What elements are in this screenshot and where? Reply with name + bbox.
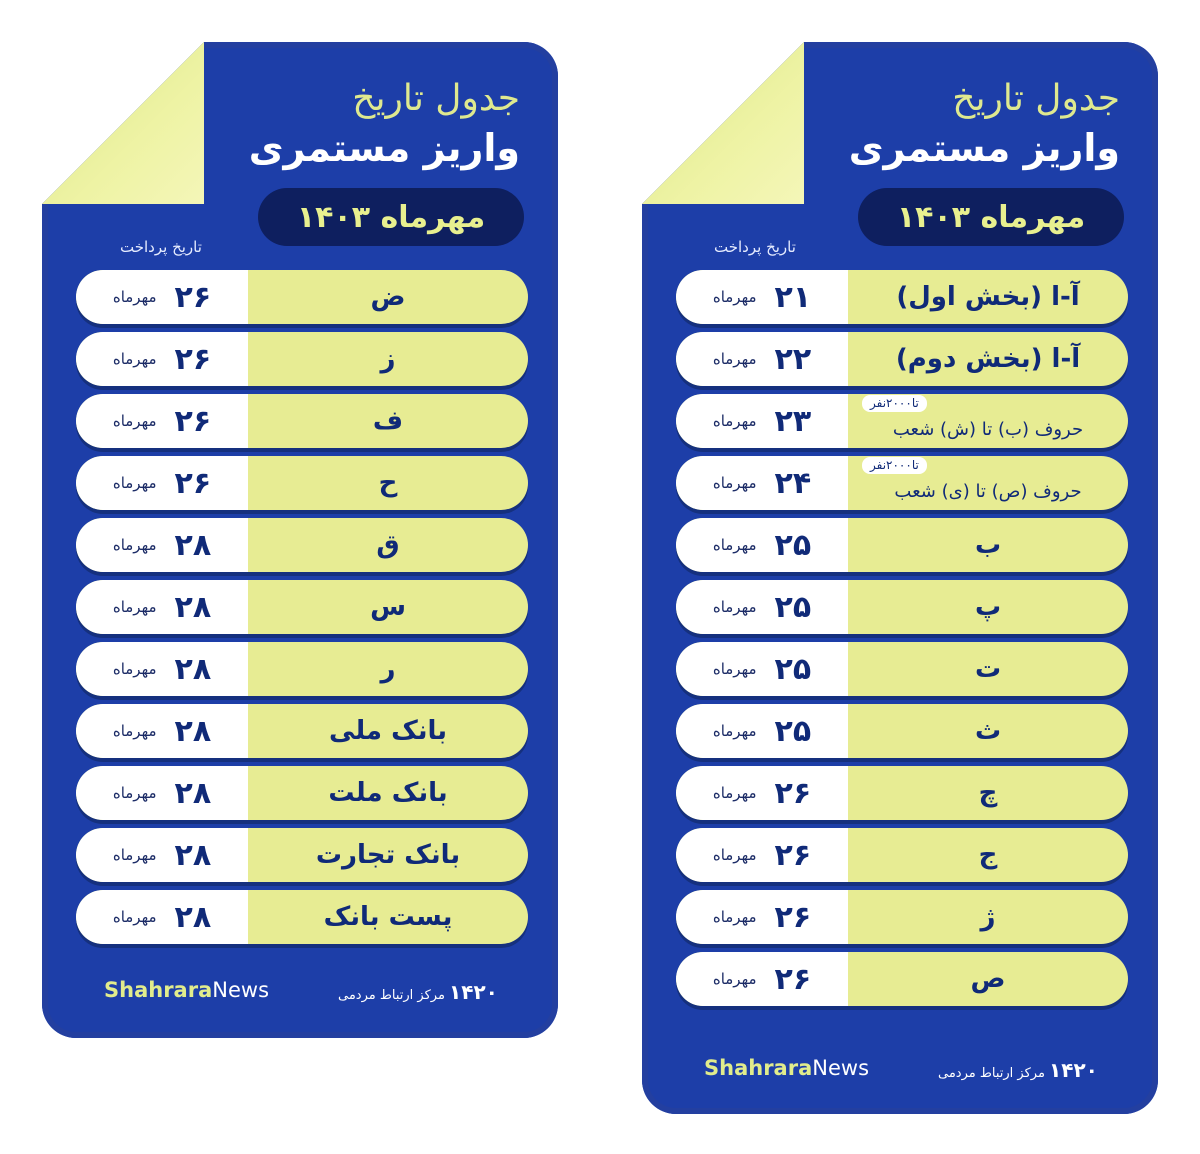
hotline bbox=[938, 1058, 1098, 1082]
pay-day: ۲۶ bbox=[174, 465, 212, 501]
pay-day: ۲۲ bbox=[774, 341, 812, 377]
pay-day: ۲۶ bbox=[174, 279, 212, 315]
table-row bbox=[76, 642, 528, 696]
group-label: ب bbox=[974, 530, 1002, 560]
group-label: ض bbox=[370, 282, 406, 312]
group-label: ص bbox=[970, 964, 1006, 994]
hotline-number: ۱۴۲۰ bbox=[449, 980, 498, 1004]
table-row bbox=[676, 332, 1128, 386]
table-row bbox=[676, 642, 1128, 696]
group-label: ق bbox=[376, 530, 400, 560]
group-label: س bbox=[370, 592, 406, 622]
group-label: آ-ا (بخش اول) bbox=[896, 282, 1080, 312]
table-row bbox=[676, 952, 1128, 1006]
month-pill: مهرماه ۱۴۰۳ bbox=[858, 188, 1124, 246]
pay-month: مهرماه bbox=[112, 598, 157, 616]
hotline-text: مرکز ارتباط مردمی bbox=[338, 988, 445, 1003]
pay-date-cell bbox=[676, 828, 848, 882]
pay-month: مهرماه bbox=[112, 784, 157, 802]
title-line2: واریز مستمری bbox=[248, 126, 520, 170]
pay-month: مهرماه bbox=[112, 474, 157, 492]
pay-day: ۲۸ bbox=[174, 589, 212, 625]
table-row bbox=[76, 456, 528, 510]
brand-logo bbox=[104, 978, 269, 1002]
pay-month: مهرماه bbox=[112, 288, 157, 306]
group-label: ز bbox=[380, 344, 396, 374]
pay-date-label: تاریخ پرداخت bbox=[120, 238, 202, 256]
pay-month: مهرماه bbox=[712, 412, 757, 430]
pay-month: مهرماه bbox=[112, 350, 157, 368]
group-label: چ bbox=[978, 778, 998, 808]
brand-normal: News bbox=[812, 1056, 870, 1080]
group-label: ر bbox=[380, 654, 396, 684]
pay-month: مهرماه bbox=[112, 660, 157, 678]
table-row bbox=[76, 580, 528, 634]
pay-month: مهرماه bbox=[712, 660, 757, 678]
pay-month: مهرماه bbox=[712, 288, 757, 306]
table-row bbox=[76, 828, 528, 882]
pay-date-cell bbox=[676, 270, 848, 324]
left-card bbox=[42, 42, 558, 1038]
pay-date-cell bbox=[676, 580, 848, 634]
pay-date-cell bbox=[76, 890, 248, 944]
pay-date-cell bbox=[676, 642, 848, 696]
pay-date-cell bbox=[676, 394, 848, 448]
table-row bbox=[76, 394, 528, 448]
pay-month: مهرماه bbox=[112, 536, 157, 554]
pay-month: مهرماه bbox=[712, 722, 757, 740]
pay-day: ۲۶ bbox=[174, 403, 212, 439]
table-row bbox=[676, 456, 1128, 510]
table-row bbox=[676, 704, 1128, 758]
pay-day: ۲۸ bbox=[174, 713, 212, 749]
table-row bbox=[676, 580, 1128, 634]
pay-date-cell bbox=[676, 456, 848, 510]
pay-date-cell bbox=[676, 952, 848, 1006]
table-row bbox=[676, 890, 1128, 944]
month-pill: مهرماه ۱۴۰۳ bbox=[258, 188, 524, 246]
pay-date-cell bbox=[76, 766, 248, 820]
hotline bbox=[338, 980, 498, 1004]
pay-month: مهرماه bbox=[112, 412, 157, 430]
pay-day: ۲۳ bbox=[774, 403, 812, 439]
pay-date-cell bbox=[76, 270, 248, 324]
pay-day: ۲۸ bbox=[174, 899, 212, 935]
table-row bbox=[676, 766, 1128, 820]
pay-day: ۲۶ bbox=[774, 775, 812, 811]
pay-day: ۲۵ bbox=[774, 713, 812, 749]
group-label: ت bbox=[974, 654, 1002, 684]
brand-normal: News bbox=[212, 978, 270, 1002]
pay-month: مهرماه bbox=[712, 970, 757, 988]
pay-date-cell bbox=[76, 828, 248, 882]
pay-date-cell bbox=[76, 704, 248, 758]
pay-day: ۲۶ bbox=[774, 899, 812, 935]
pay-month: مهرماه bbox=[712, 908, 757, 926]
pay-day: ۲۶ bbox=[774, 837, 812, 873]
table-row bbox=[676, 394, 1128, 448]
pay-day: ۲۵ bbox=[774, 651, 812, 687]
table-row bbox=[676, 518, 1128, 572]
pay-month: مهرماه bbox=[112, 722, 157, 740]
table-row bbox=[676, 828, 1128, 882]
pay-date-cell bbox=[76, 394, 248, 448]
group-label: ف bbox=[372, 406, 404, 436]
table-row bbox=[76, 704, 528, 758]
group-label: پ bbox=[974, 592, 1002, 622]
title-line1: جدول تاریخ bbox=[952, 78, 1120, 119]
pay-day: ۲۸ bbox=[174, 527, 212, 563]
pay-day: ۲۱ bbox=[774, 279, 812, 315]
table-row bbox=[76, 766, 528, 820]
group-label: حروف (ص) تا (ی) شعب bbox=[894, 480, 1082, 502]
pay-month: مهرماه bbox=[712, 474, 757, 492]
table-row bbox=[76, 332, 528, 386]
pay-month: مهرماه bbox=[112, 846, 157, 864]
pay-date-cell bbox=[76, 518, 248, 572]
pay-day: ۲۸ bbox=[174, 775, 212, 811]
limit-badge: تا۲۰۰۰نفر bbox=[862, 457, 927, 474]
group-label: حروف (ب) تا (ش) شعب bbox=[892, 418, 1084, 440]
group-label: ث bbox=[974, 716, 1002, 746]
pay-day: ۲۶ bbox=[174, 341, 212, 377]
title-line2: واریز مستمری bbox=[848, 126, 1120, 170]
pay-day: ۲۸ bbox=[174, 651, 212, 687]
table-row bbox=[76, 890, 528, 944]
pay-date-cell bbox=[676, 704, 848, 758]
pay-month: مهرماه bbox=[112, 908, 157, 926]
group-label: بانک ملی bbox=[329, 716, 447, 746]
pay-day: ۲۵ bbox=[774, 589, 812, 625]
pay-date-cell bbox=[76, 332, 248, 386]
group-label: آ-ا (بخش دوم) bbox=[895, 344, 1081, 374]
pay-month: مهرماه bbox=[712, 784, 757, 802]
group-label: بانک تجارت bbox=[315, 840, 461, 870]
pay-date-cell bbox=[76, 580, 248, 634]
pay-date-label: تاریخ پرداخت bbox=[714, 238, 796, 256]
table-row bbox=[76, 270, 528, 324]
pay-date-cell bbox=[676, 332, 848, 386]
pay-month: مهرماه bbox=[712, 846, 757, 864]
hotline-text: مرکز ارتباط مردمی bbox=[938, 1066, 1045, 1081]
brand-logo bbox=[704, 1056, 869, 1080]
table-row bbox=[676, 270, 1128, 324]
pay-day: ۲۴ bbox=[774, 465, 812, 501]
pay-date-cell bbox=[676, 518, 848, 572]
pay-date-cell bbox=[76, 456, 248, 510]
pay-month: مهرماه bbox=[712, 350, 757, 368]
group-label: بانک ملت bbox=[328, 778, 448, 808]
pay-day: ۲۶ bbox=[774, 961, 812, 997]
pay-day: ۲۸ bbox=[174, 837, 212, 873]
pay-month: مهرماه bbox=[712, 536, 757, 554]
group-label: ح bbox=[378, 468, 398, 498]
brand-bold: Shahrara bbox=[704, 1056, 813, 1080]
pay-date-cell bbox=[676, 890, 848, 944]
hotline-number: ۱۴۲۰ bbox=[1049, 1058, 1098, 1082]
pay-month: مهرماه bbox=[712, 598, 757, 616]
title-line1: جدول تاریخ bbox=[352, 78, 520, 119]
limit-badge: تا۲۰۰۰نفر bbox=[862, 395, 927, 412]
group-label: ژ bbox=[980, 902, 996, 932]
brand-bold: Shahrara bbox=[104, 978, 213, 1002]
group-label: ج bbox=[978, 840, 998, 870]
table-row bbox=[76, 518, 528, 572]
pay-day: ۲۵ bbox=[774, 527, 812, 563]
pay-date-cell bbox=[76, 642, 248, 696]
right-card bbox=[642, 42, 1158, 1114]
pay-date-cell bbox=[676, 766, 848, 820]
group-label: پست بانک bbox=[323, 902, 453, 932]
